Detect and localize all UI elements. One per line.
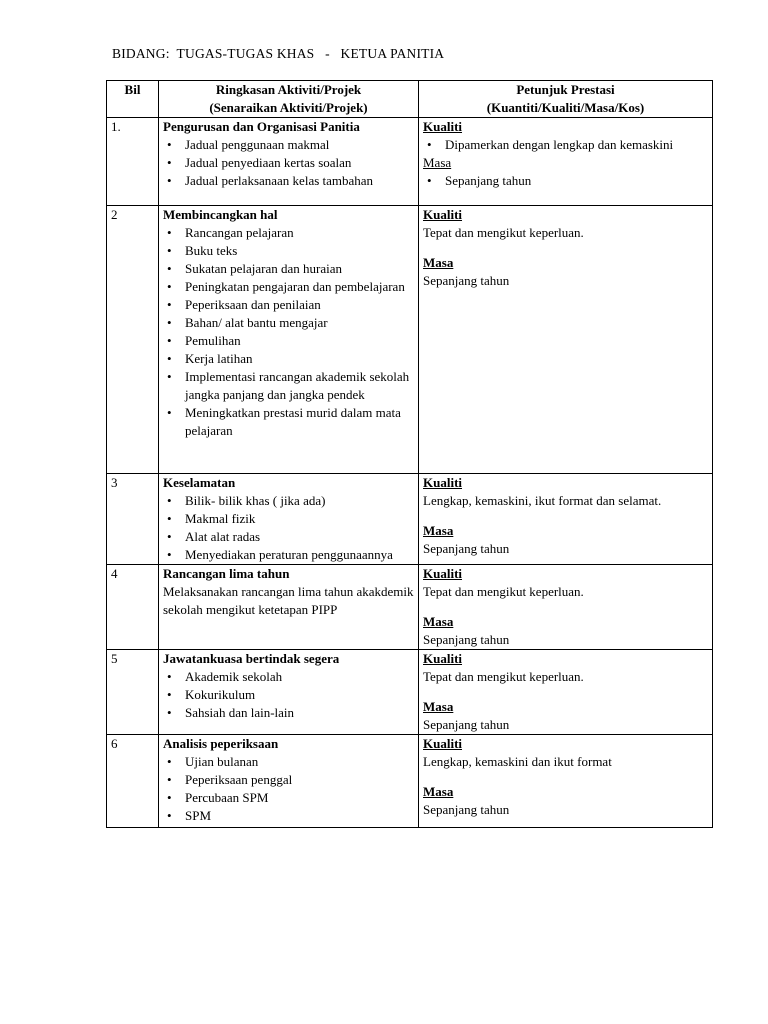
list-item: • Ujian bulanan (163, 753, 414, 771)
masa-label: Masa (423, 614, 454, 629)
row-number: 3 (107, 474, 159, 565)
list-item: • Jadual penggunaan makmal (163, 136, 414, 154)
performance-cell (419, 206, 713, 474)
list-item: • Percubaan SPM (163, 789, 414, 807)
kualiti-text: Tepat dan mengikut keperluan. (423, 584, 584, 599)
table-row (107, 118, 713, 206)
activity-cell (159, 474, 419, 565)
list-item: • Bahan/ alat bantu mengajar (163, 314, 414, 332)
list-item: • Akademik sekolah (163, 668, 414, 686)
row-number: 4 (107, 565, 159, 650)
kualiti-label: Kualiti (423, 119, 463, 134)
masa-text: Sepanjang tahun (423, 802, 510, 817)
kualiti-text: Lengkap, kemaskini dan ikut format (423, 754, 612, 769)
activity-title: Pengurusan dan Organisasi Panitia (163, 119, 360, 134)
masa-text: Sepanjang tahun (423, 273, 510, 288)
list-item: • Bilik- bilik khas ( jika ada) (163, 492, 414, 510)
kualiti-text: Tepat dan mengikut keperluan. (423, 225, 584, 240)
row-number: 1. (107, 118, 159, 206)
list-item: • Sahsiah dan lain-lain (163, 704, 414, 722)
performance-cell (419, 650, 713, 735)
list-item: • Rancangan pelajaran (163, 224, 414, 242)
activity-title: Membincangkan hal (163, 207, 278, 222)
masa-text: Sepanjang tahun (423, 541, 510, 556)
header-prestasi: Petunjuk Prestasi (Kuantiti/Kualiti/Masa/Kos) (419, 81, 713, 118)
activity-cell (159, 735, 419, 828)
header-bil: Bil (107, 81, 159, 118)
kualiti-text: Tepat dan mengikut keperluan. (423, 669, 584, 684)
row-number: 5 (107, 650, 159, 735)
list-item: • Peningkatan pengajaran dan pembelajaran (163, 278, 414, 296)
masa-text: Sepanjang tahun (423, 717, 510, 732)
activity-cell (159, 118, 419, 206)
list-item: • Buku teks (163, 242, 414, 260)
activity-table (106, 80, 713, 828)
list-item: • Pemulihan (163, 332, 414, 350)
activity-description: Melaksanakan rancangan lima tahun akakdemik sekolah mengikut ketetapan PIPP (163, 584, 414, 617)
activity-title: Analisis peperiksaan (163, 736, 279, 751)
list-item: • Dipamerkan dengan lengkap dan kemaskini (423, 136, 708, 154)
list-item: • Kokurikulum (163, 686, 414, 704)
activity-title: Rancangan lima tahun (163, 566, 290, 581)
list-item: • Meningkatkan prestasi murid dalam mata pelajaran (163, 404, 414, 440)
kualiti-text: Lengkap, kemaskini, ikut format dan selamat. (423, 493, 662, 508)
row-number: 2 (107, 206, 159, 474)
masa-label: Masa (423, 784, 454, 799)
masa-text: Sepanjang tahun (423, 632, 510, 647)
list-item: • Makmal fizik (163, 510, 414, 528)
activity-title: Jawatankuasa bertindak segera (163, 651, 340, 666)
list-item: • Sukatan pelajaran dan huraian (163, 260, 414, 278)
table-row (107, 565, 713, 650)
masa-label: Masa (423, 523, 454, 538)
performance-cell (419, 565, 713, 650)
list-item: • Jadual penyediaan kertas soalan (163, 154, 414, 172)
activity-cell (159, 206, 419, 474)
activity-title: Keselamatan (163, 475, 236, 490)
kualiti-label: Kualiti (423, 475, 463, 490)
performance-cell (419, 474, 713, 565)
list-item: • SPM (163, 807, 414, 825)
table-row (107, 735, 713, 828)
list-item: • Peperiksaan penggal (163, 771, 414, 789)
list-item: • Implementasi rancangan akademik sekolah jangka panjang dan jangka pendek (163, 368, 414, 404)
list-item: • Kerja latihan (163, 350, 414, 368)
kualiti-label: Kualiti (423, 207, 463, 222)
header-aktiviti: Ringkasan Aktiviti/Projek (Senaraikan Aktiviti/Projek) (159, 81, 419, 118)
activity-cell (159, 565, 419, 650)
row-number: 6 (107, 735, 159, 828)
table-row (107, 650, 713, 735)
list-item: • Menyediakan peraturan penggunaannya (163, 546, 414, 564)
masa-label: Masa (423, 255, 454, 270)
masa-label: Masa (423, 155, 452, 170)
list-item: • Peperiksaan dan penilaian (163, 296, 414, 314)
masa-label: Masa (423, 699, 454, 714)
table-row (107, 206, 713, 474)
kualiti-label: Kualiti (423, 651, 463, 666)
kualiti-label: Kualiti (423, 566, 463, 581)
document-heading: BIDANG: TUGAS-TUGAS KHAS - KETUA PANITIA (112, 46, 445, 61)
table-row (107, 474, 713, 565)
kualiti-label: Kualiti (423, 736, 463, 751)
performance-cell (419, 118, 713, 206)
list-item: • Jadual perlaksanaan kelas tambahan (163, 172, 414, 190)
list-item: • Alat alat radas (163, 528, 414, 546)
performance-cell (419, 735, 713, 828)
activity-cell (159, 650, 419, 735)
table-header-row (107, 81, 713, 118)
list-item: • Sepanjang tahun (423, 172, 708, 190)
